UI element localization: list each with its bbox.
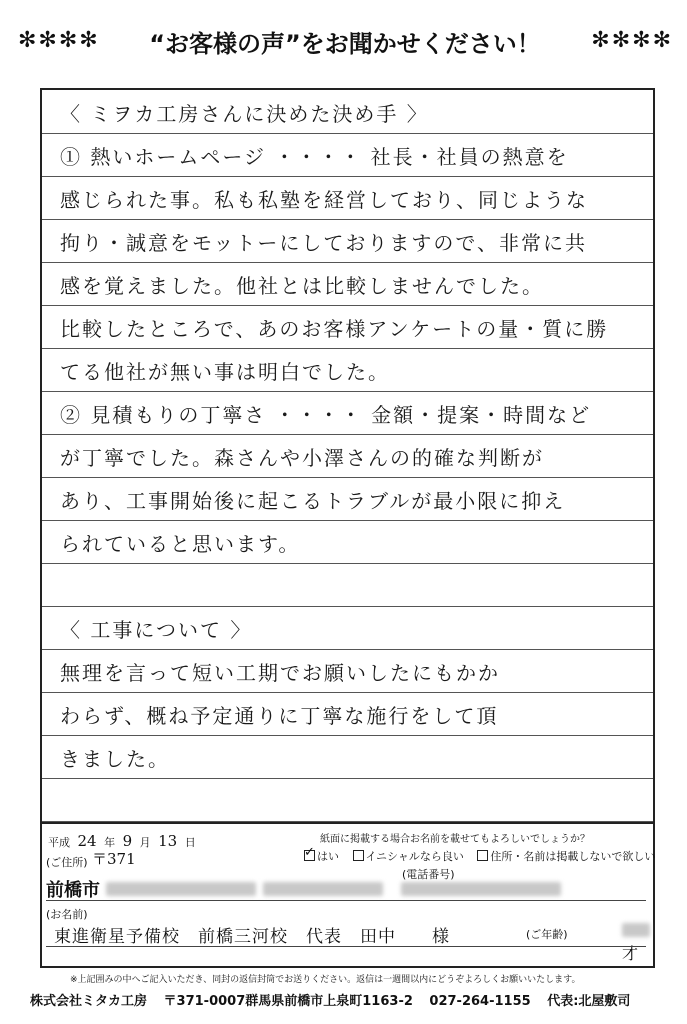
ruled-line — [42, 176, 653, 220]
redacted-age — [622, 923, 650, 937]
company-address: 〒371-0007群馬県前橋市上泉町1163-2 — [163, 994, 413, 1009]
phone-label: (電話番号) — [402, 868, 455, 881]
ruled-line — [42, 133, 653, 177]
name-label: (お名前) — [46, 908, 88, 921]
company-rep: 代表:北屋敷司 — [547, 994, 631, 1009]
consent-options — [304, 848, 665, 864]
date-month: 9 — [122, 832, 133, 850]
age-unit: 才 — [622, 922, 656, 964]
ruled-line — [42, 348, 653, 392]
name-underline — [46, 946, 646, 947]
month-unit: 月 — [139, 836, 151, 849]
ruled-line — [42, 305, 653, 349]
checkbox-checked-icon — [304, 850, 315, 861]
ruled-line — [42, 90, 653, 134]
handwritten-text: ① 熱いホームページ ・・・・ 社長・社員の熱意を — [60, 145, 569, 169]
option-no[interactable]: 住所・名前は掲載しないで欲しい — [477, 850, 655, 863]
ruled-line — [42, 649, 653, 693]
page-header — [0, 14, 687, 64]
ruled-line — [42, 391, 653, 435]
consent-question: 紙面に掲載する場合お名前を載せてもよろしいでしょうか？ — [320, 834, 590, 845]
option-initials[interactable]: イニシャルなら良い — [353, 850, 464, 863]
stars-right: ✻✻✻✻ — [591, 28, 673, 53]
address-underline — [46, 900, 646, 901]
ruled-lines — [42, 90, 653, 822]
zip-code: 〒371 — [92, 850, 136, 868]
date-year: 24 — [77, 832, 97, 850]
handwritten-text: 〈 工事について 〉 — [60, 618, 253, 642]
redacted-phone — [401, 882, 561, 896]
date-era: 平成 — [48, 836, 70, 849]
handwritten-text: わらず、概ね予定通りに丁寧な施行をして頂 — [60, 704, 499, 728]
redacted-address — [263, 882, 383, 896]
handwritten-text: 拘り・誠意をモットーにしておりますので、非常に共 — [60, 231, 587, 255]
date-day: 13 — [158, 832, 178, 850]
handwritten-text: 無理を言って短い工期でお願いしたにもかか — [60, 661, 500, 685]
handwritten-text: 感じられた事。私も私塾を経営しており、同じような — [60, 188, 588, 212]
ruled-line — [42, 262, 653, 306]
checkbox-icon — [477, 850, 488, 861]
page-title: “お客様の声”をお聞かせください！ — [149, 30, 541, 58]
ruled-line — [42, 219, 653, 263]
ruled-line — [42, 692, 653, 736]
ruled-line — [42, 434, 653, 478]
redacted-address — [106, 882, 256, 896]
handwritten-text: が丁寧でした。森さんや小澤さんの的確な判断が — [60, 446, 544, 470]
ruled-line — [42, 477, 653, 521]
day-unit: 日 — [184, 836, 196, 849]
stars-left: ✻✻✻✻ — [18, 28, 100, 53]
handwritten-text: られていると思います。 — [60, 532, 301, 556]
age-label: (ご年齢) — [526, 928, 568, 941]
survey-form — [40, 88, 655, 968]
address-label: (ご住所) — [46, 856, 88, 869]
ruled-line — [42, 735, 653, 779]
respondent-info — [42, 822, 656, 968]
ruled-line — [42, 563, 653, 607]
company-phone: 027-264-1155 — [429, 994, 531, 1009]
year-unit: 年 — [104, 836, 116, 849]
handwritten-text: ② 見積もりの丁寧さ ・・・・ 金額・提案・時間など — [60, 403, 592, 427]
handwritten-text: きました。 — [60, 747, 170, 771]
handwritten-text: てる他社が無い事は明白でした。 — [60, 360, 390, 384]
ruled-line — [42, 520, 653, 564]
name-value: 東進衛星予備校 前橋三河校 代表 田中 様 — [54, 927, 450, 947]
company-footer — [30, 990, 642, 1009]
handwritten-text: 比較したところで、あのお客様アンケートの量・質に勝 — [60, 317, 609, 341]
instruction-note: ※上記囲みの中へご記入いただき、同封の返信封筒でお送りください。返信は一週間以内にどうぞよろしくお願いいたします。 — [70, 975, 581, 985]
handwritten-text: 感を覚えました。他社とは比較しませんでした。 — [60, 274, 544, 298]
company-name: 株式会社ミタカ工房 — [30, 994, 148, 1009]
address-value: 前橋市 — [46, 876, 561, 902]
handwritten-text: 〈 ミヲカ工房さんに決めた決め手 〉 — [60, 102, 429, 126]
checkbox-icon — [353, 850, 364, 861]
ruled-line — [42, 778, 653, 822]
option-yes[interactable]: ✓はい — [304, 850, 339, 863]
handwritten-text: あり、工事開始後に起こるトラブルが最小限に抑え — [60, 489, 566, 513]
ruled-line — [42, 606, 653, 650]
